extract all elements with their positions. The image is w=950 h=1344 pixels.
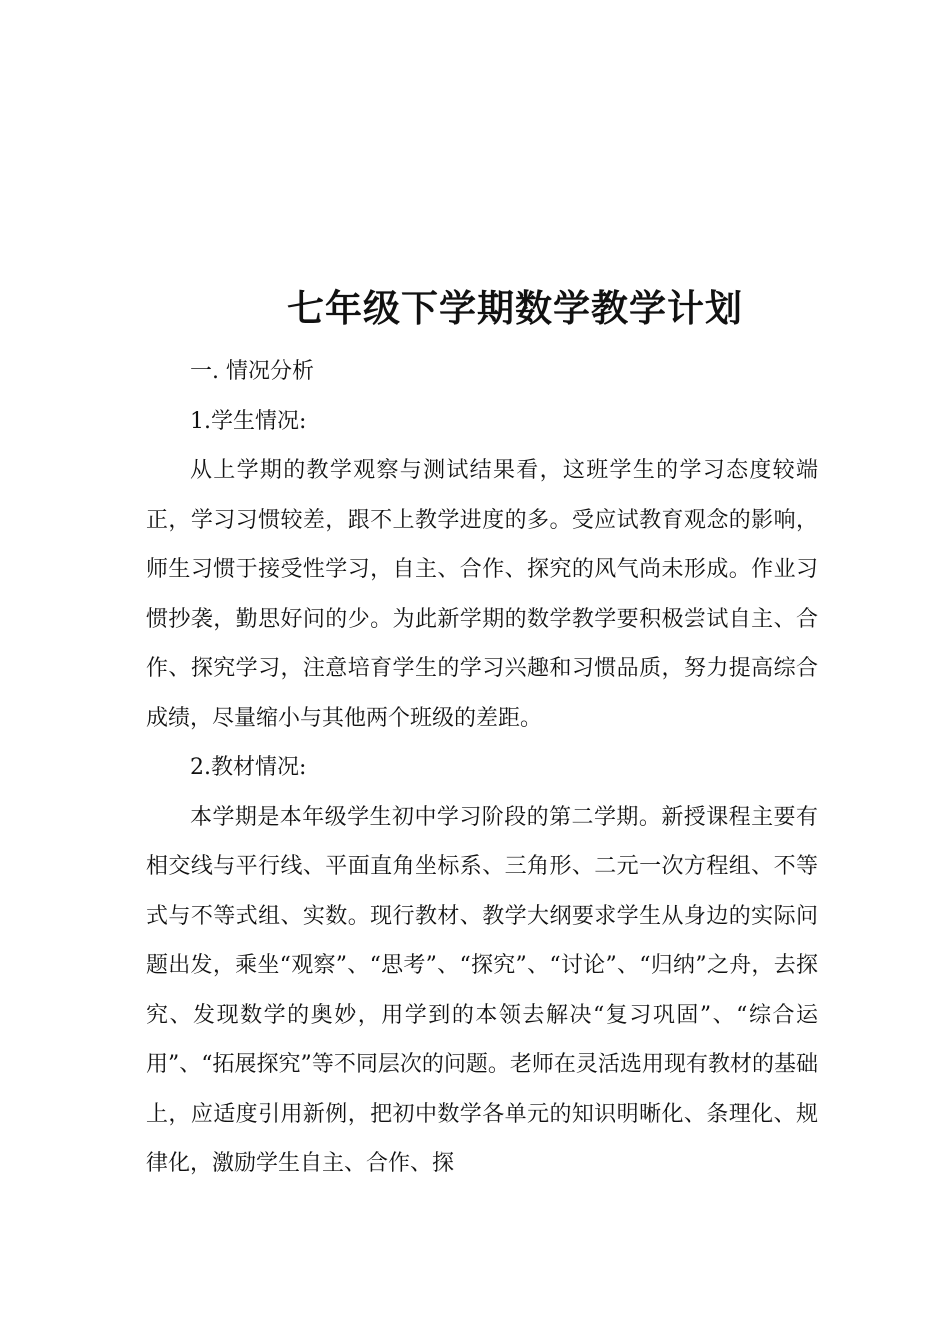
section-heading-situation-analysis: 一. 情况分析 bbox=[190, 359, 314, 384]
document-title: 七年级下学期数学教学计划 bbox=[287, 286, 743, 330]
subheading-textbook-situation: 2.教材情况: bbox=[190, 755, 307, 780]
paragraph-student-situation: 从上学期的教学观察与测试结果看，这班学生的学习态度较端正，学习习惯较差，跟不上教学进度的多。受应试教育观念的影响，师生习惯于接受性学习，自主、合作、探究的风气尚未形成。作业习惯抄袭，勤思好问的少。为此新学期的数学教学要积极尝试自主、合作、探究学习，注意培育学生的学习兴趣和习惯品质，努力提高综合成绩，尽量缩小与其他两个班级的差距。 bbox=[146, 458, 818, 731]
document-body bbox=[146, 347, 818, 1189]
paragraph-textbook-situation: 本学期是本年级学生初中学习阶段的第二学期。新授课程主要有相交线与平行线、平面直角坐标系、三角形、二元一次方程组、不等式与不等式组、实数。现行教材、教学大纲要求学生从身边的实际问题出发，乘坐“观察”、“思考”、“探究”、“讨论”、“归纳”之舟，去探究、发现数学的奥妙，用学到的本领去解决“复习巩固”、“综合运用”、“拓展探究”等不同层次的问题。老师在灵活选用现有教材的基础上，应适度引用新例，把初中数学各单元的知识明晰化、条理化、规律化，激励学生自主、合作、探 bbox=[146, 804, 818, 1176]
subheading-student-situation: 1.学生情况: bbox=[190, 408, 307, 434]
